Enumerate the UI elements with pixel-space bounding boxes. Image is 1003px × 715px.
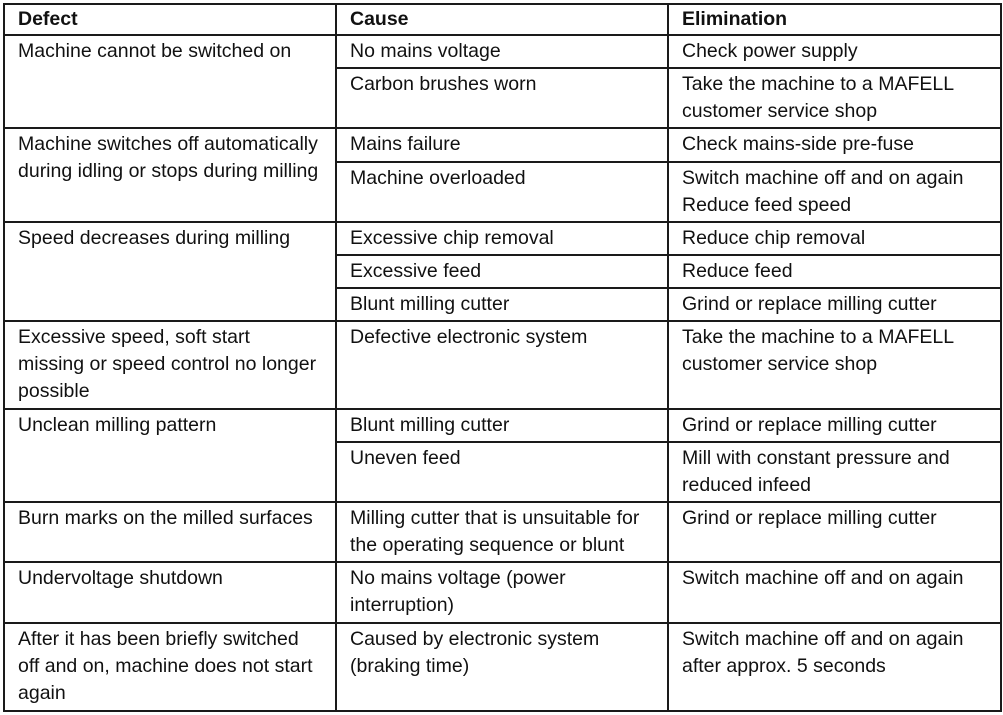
elimination-cell: Check mains-side pre-fuse	[668, 128, 1001, 161]
elimination-cell: Grind or replace milling cutter	[668, 288, 1001, 321]
header-defect: Defect	[4, 4, 336, 35]
table-row	[4, 321, 1001, 408]
table-row	[4, 128, 1001, 161]
defect-cell: After it has been briefly switched off and on, machine does not start again	[4, 623, 336, 711]
elimination-cell: Mill with constant pressure and reduced infeed	[668, 442, 1001, 502]
cause-cell: Excessive chip removal	[336, 222, 668, 255]
defect-cell: Machine cannot be switched on	[4, 35, 336, 128]
cause-cell: Machine overloaded	[336, 162, 668, 222]
elimination-cell: Grind or replace milling cutter	[668, 409, 1001, 442]
cause-cell: Defective electronic system	[336, 321, 668, 408]
table-row	[4, 35, 1001, 68]
header-elimination: Elimination	[668, 4, 1001, 35]
elimination-cell: Take the machine to a MAFELL customer service shop	[668, 68, 1001, 128]
elimination-cell: Switch machine off and on again Reduce feed speed	[668, 162, 1001, 222]
troubleshooting-table-container	[3, 3, 1000, 712]
cause-cell: Blunt milling cutter	[336, 288, 668, 321]
defect-cell: Unclean milling pattern	[4, 409, 336, 502]
defect-cell: Undervoltage shutdown	[4, 562, 336, 622]
cause-cell: Uneven feed	[336, 442, 668, 502]
cause-cell: Caused by electronic system (braking time)	[336, 623, 668, 711]
table-row	[4, 409, 1001, 442]
cause-cell: Excessive feed	[336, 255, 668, 288]
header-row	[4, 4, 1001, 35]
cause-cell: Carbon brushes worn	[336, 68, 668, 128]
table-row	[4, 623, 1001, 711]
table-body	[4, 35, 1001, 711]
elimination-cell: Switch machine off and on again	[668, 562, 1001, 622]
cause-cell: Mains failure	[336, 128, 668, 161]
defect-cell: Machine switches off automatically during idling or stops during milling	[4, 128, 336, 221]
troubleshooting-table	[3, 3, 1002, 712]
defect-cell: Excessive speed, soft start missing or speed control no longer possible	[4, 321, 336, 408]
elimination-cell: Grind or replace milling cutter	[668, 502, 1001, 562]
table-row	[4, 222, 1001, 255]
defect-cell: Speed decreases during milling	[4, 222, 336, 321]
cause-cell: No mains voltage (power interruption)	[336, 562, 668, 622]
table-row	[4, 562, 1001, 622]
header-cause: Cause	[336, 4, 668, 35]
cause-cell: Milling cutter that is unsuitable for the operating sequence or blunt	[336, 502, 668, 562]
elimination-cell: Take the machine to a MAFELL customer service shop	[668, 321, 1001, 408]
elimination-cell: Switch machine off and on again after approx. 5 seconds	[668, 623, 1001, 711]
cause-cell: No mains voltage	[336, 35, 668, 68]
elimination-cell: Reduce feed	[668, 255, 1001, 288]
elimination-cell: Check power supply	[668, 35, 1001, 68]
cause-cell: Blunt milling cutter	[336, 409, 668, 442]
table-row	[4, 502, 1001, 562]
table-header	[4, 4, 1001, 35]
defect-cell: Burn marks on the milled surfaces	[4, 502, 336, 562]
elimination-cell: Reduce chip removal	[668, 222, 1001, 255]
